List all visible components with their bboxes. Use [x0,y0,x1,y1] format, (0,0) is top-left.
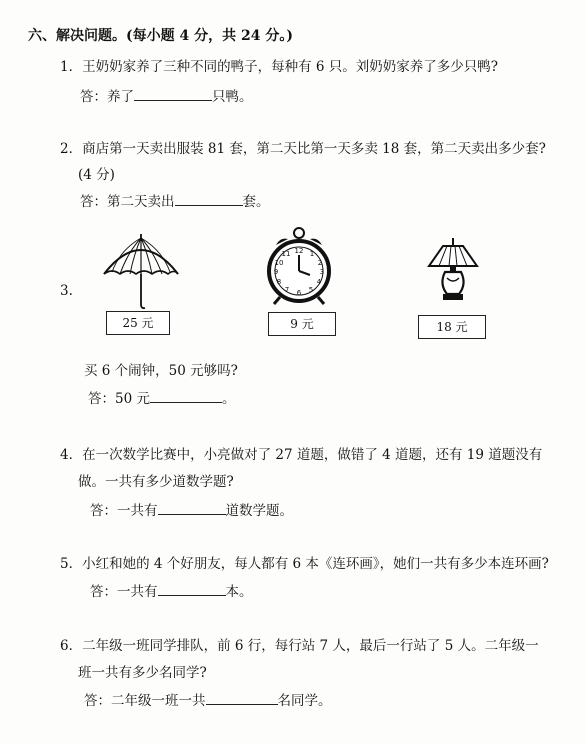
svg-text:11: 11 [281,250,291,258]
answer-1-suffix: 只鸭。 [212,89,253,105]
question-5-answer [90,583,253,601]
answer-6-prefix: 答：二年级一班一共 [84,693,206,709]
answer-3-blank[interactable] [150,390,222,403]
svg-text:3: 3 [319,268,325,276]
alarm-clock-icon [262,225,336,305]
svg-text:9: 9 [273,268,279,276]
question-4-text-line1: 4．在一次数学比赛中，小亮做对了 27 道题，做错了 4 道题，还有 19 道题没有 [60,447,543,463]
question-3-answer [88,390,235,408]
answer-3-prefix: 答：50 元 [88,391,150,407]
question-3-text: 买 6 个闹钟，50 元够吗? [84,363,238,379]
question-1-text: 1．王奶奶家养了三种不同的鸭子，每种有 6 只。刘奶奶家养了多少只鸭? [60,59,498,75]
svg-text:12: 12 [294,247,304,255]
answer-5-suffix: 本。 [225,584,253,600]
answer-5-prefix: 答：一共有 [90,584,158,600]
question-6-text-line2: 班一共有多少名同学? [78,665,207,681]
answer-4-suffix: 道数学题。 [225,503,293,519]
section-title: 六、解决问题。(每小题 4 分，共 24 分。) [28,28,293,44]
svg-text:4: 4 [316,278,322,286]
question-4-text-line2: 做。一共有多少道数学题? [78,474,234,490]
answer-4-blank[interactable] [158,502,226,515]
answer-4-prefix: 答：一共有 [90,503,158,519]
svg-text:2: 2 [317,259,323,267]
question-1-answer [80,88,253,106]
svg-text:10: 10 [274,259,284,267]
lamp-icon [423,238,483,304]
question-4-answer [90,502,293,520]
svg-text:6: 6 [296,289,302,297]
answer-2-suffix: 套。 [242,194,270,210]
svg-text:5: 5 [308,286,314,294]
question-2-answer [80,193,270,211]
answer-1-blank[interactable] [134,88,212,101]
answer-6-suffix: 名同学。 [277,693,332,709]
svg-text:8: 8 [276,278,282,286]
answer-3-suffix: 。 [221,391,236,407]
answer-1-prefix: 答：养了 [80,89,134,105]
answer-2-prefix: 答：第二天卖出 [80,194,175,210]
lamp-price-tag: 18 元 [418,315,486,339]
answer-6-blank[interactable] [206,692,278,705]
question-2-score: (4 分) [78,167,115,183]
svg-text:1: 1 [309,250,315,258]
clock-price-tag: 9 元 [268,312,336,336]
answer-5-blank[interactable] [158,583,226,596]
question-6-answer [84,692,332,710]
question-2-text: 2．商店第一天卖出服装 81 套，第二天比第一天多卖 18 套，第二天卖出多少套? [60,141,546,157]
question-6-text-line1: 6．二年级一班同学排队，前 6 行，每行站 7 人，最后一行站了 5 人。二年级一 [60,638,539,654]
umbrella-icon [100,228,182,310]
umbrella-price-tag: 25 元 [106,311,170,335]
svg-text:7: 7 [284,286,290,294]
question-5-text: 5．小红和她的 4 个好朋友，每人都有 6 本《连环画》，她们一共有多少本连环画? [60,556,549,572]
answer-2-blank[interactable] [175,193,243,206]
question-3-number: 3. [60,283,73,299]
